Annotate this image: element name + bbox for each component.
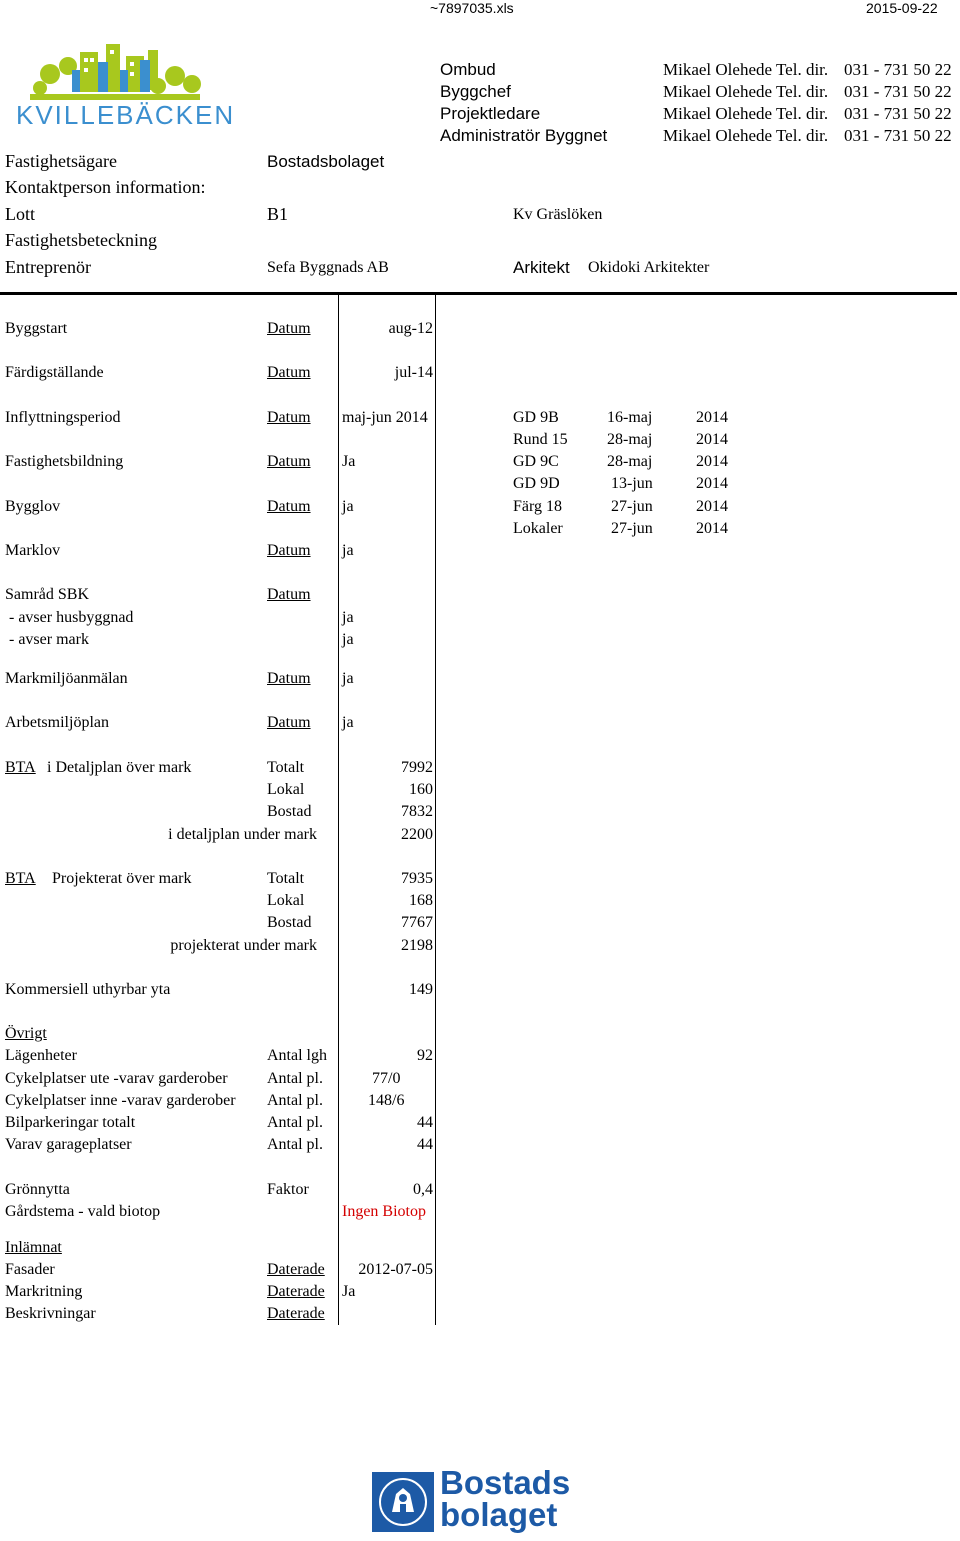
inlamnat-row-label: Fasader xyxy=(5,1261,55,1278)
lot-label: Lott xyxy=(5,204,35,224)
daterade-link: Daterade xyxy=(267,1283,325,1300)
bta-dp-total: 7992 xyxy=(401,759,433,776)
move-year: 2014 xyxy=(696,475,728,492)
bta-dp-under: 2200 xyxy=(401,826,433,843)
contact-name: Mikael Olehede Tel. dir. xyxy=(663,104,829,123)
move-year: 2014 xyxy=(696,498,728,515)
contractor-label: Entreprenör xyxy=(5,257,91,277)
bta-label: BTA xyxy=(5,870,36,887)
daterade-link: Daterade xyxy=(267,1261,325,1278)
marklov-label: Marklov xyxy=(5,542,61,559)
gron-value: 0,4 xyxy=(413,1181,433,1198)
ovrigt-row-unit: Antal pl. xyxy=(267,1070,323,1087)
inlamnat-heading: Inlämnat xyxy=(5,1239,62,1256)
kvillebacken-logo-text: KVILLEBÄCKEN xyxy=(16,100,236,130)
datum-link: Datum xyxy=(267,409,311,426)
move-date: 27-jun xyxy=(611,520,653,537)
move-date: 13-jun xyxy=(611,475,653,492)
markmiljo-value: ja xyxy=(342,670,354,687)
move-date: 27-jun xyxy=(611,498,653,515)
contact-name: Mikael Olehede Tel. dir. xyxy=(663,126,829,145)
contact-phone: 031 - 731 50 22 xyxy=(844,126,952,145)
logo-line1: Bostads xyxy=(440,1464,571,1501)
ovrigt-row-unit: Antal pl. xyxy=(267,1092,323,1109)
contact-role-administrator: Administratör Byggnet xyxy=(440,126,608,145)
contact-role-ombud: Ombud xyxy=(440,60,496,79)
kommersiell-label: Kommersiell uthyrbar yta xyxy=(5,981,171,998)
mark-label: - avser mark xyxy=(5,631,89,648)
move-house: Färg 18 xyxy=(513,498,563,515)
markmiljo-label: Markmiljöanmälan xyxy=(5,670,128,687)
ovrigt-row-label: Cykelplatser inne -varav garderober xyxy=(5,1092,236,1109)
ovrigt-row-unit: Antal lgh xyxy=(267,1047,327,1064)
column-line xyxy=(435,295,436,1325)
architect-label: Arkitekt xyxy=(513,258,570,277)
logo-line2: bolaget xyxy=(440,1496,558,1533)
fastighet-value: Ja xyxy=(342,453,356,470)
move-house: Rund 15 xyxy=(513,431,568,448)
move-year: 2014 xyxy=(696,520,728,537)
gron-label: Grönnytta xyxy=(5,1181,70,1198)
contact-role-byggchef: Byggchef xyxy=(440,82,511,101)
bygglov-value: ja xyxy=(342,498,354,515)
contact-phone: 031 - 731 50 22 xyxy=(844,104,952,123)
gard-label: Gårdstema - vald biotop xyxy=(5,1203,161,1220)
arbetsmiljo-label: Arbetsmiljöplan xyxy=(5,714,109,731)
kvillebacken-logo xyxy=(10,36,236,130)
datum-link: Datum xyxy=(267,542,311,559)
ovrigt-heading: Övrigt xyxy=(5,1025,47,1042)
ovrigt-row-value: 44 xyxy=(417,1114,433,1131)
datum-link: Datum xyxy=(267,364,311,381)
bta-dp-lokal: 160 xyxy=(409,781,433,798)
filename: ~7897035.xls xyxy=(430,0,514,16)
bostadsbolaget-logo xyxy=(372,1464,572,1534)
bygglov-label: Bygglov xyxy=(5,498,61,515)
move-house: Lokaler xyxy=(513,520,563,537)
fardig-value: jul-14 xyxy=(394,364,433,381)
bta-proj-bostad-label: Bostad xyxy=(267,914,312,931)
bta-dp-bostad: 7832 xyxy=(401,803,433,820)
bta-dp-under-label: i detaljplan under mark xyxy=(168,826,317,843)
inlamnat-row-label: Markritning xyxy=(5,1283,83,1300)
byggstart-value: aug-12 xyxy=(388,320,433,337)
inlamnat-row-value: 2012-07-05 xyxy=(358,1261,433,1278)
samrad-label: Samråd SBK xyxy=(5,586,89,603)
bta-proj-lokal: 168 xyxy=(409,892,433,909)
byggstart-label: Byggstart xyxy=(5,320,68,337)
move-date: 28-maj xyxy=(607,431,653,448)
datum-link: Datum xyxy=(267,320,311,337)
move-year: 2014 xyxy=(696,453,728,470)
city-seal-icon xyxy=(372,1472,434,1532)
ovrigt-row-value: 92 xyxy=(417,1047,433,1064)
bta-proj-lokal-label: Lokal xyxy=(267,892,305,909)
datum-link: Datum xyxy=(267,498,311,515)
bta-proj-total-label: Totalt xyxy=(267,870,305,887)
contact-info-label: Kontaktperson information: xyxy=(5,177,206,197)
owner-label: Fastighetsägare xyxy=(5,151,117,171)
bta-proj-bostad: 7767 xyxy=(401,914,433,931)
inflytt-label: Inflyttningsperiod xyxy=(5,409,121,426)
move-date: 16-maj xyxy=(607,409,653,426)
bta-proj-under: 2198 xyxy=(401,937,433,954)
fardig-label: Färdigställande xyxy=(5,364,104,381)
gron-unit: Faktor xyxy=(267,1181,309,1198)
owner-value: Bostadsbolaget xyxy=(267,152,385,171)
ovrigt-row-value: 77/0 xyxy=(372,1070,401,1087)
ovrigt-row-value: 44 xyxy=(417,1136,433,1153)
contact-role-projektledare: Projektledare xyxy=(440,104,541,123)
contractor-value: Sefa Byggnads AB xyxy=(267,259,389,276)
column-line xyxy=(338,295,339,1325)
lot-value: B1 xyxy=(267,204,289,224)
inlamnat-row-value: Ja xyxy=(342,1283,356,1300)
print-date: 2015-09-22 xyxy=(866,0,938,16)
move-house: GD 9C xyxy=(513,453,559,470)
section-divider xyxy=(0,292,957,295)
bta-dp-title: i Detaljplan över mark xyxy=(47,759,192,776)
contact-phone: 031 - 731 50 22 xyxy=(844,82,952,101)
husbyggnad-value: ja xyxy=(342,609,354,626)
datum-link: Datum xyxy=(267,453,311,470)
arbetsmiljo-value: ja xyxy=(342,714,354,731)
inflytt-value: maj-jun 2014 xyxy=(342,409,428,426)
contact-name: Mikael Olehede Tel. dir. xyxy=(663,60,829,79)
inlamnat-row-label: Beskrivningar xyxy=(5,1305,96,1322)
ovrigt-row-label: Lägenheter xyxy=(5,1047,77,1064)
architect-value: Okidoki Arkitekter xyxy=(588,259,710,276)
kommersiell-value: 149 xyxy=(409,981,433,998)
bta-proj-title: Projekterat över mark xyxy=(52,870,192,887)
move-house: GD 9D xyxy=(513,475,560,492)
bta-proj-under-label: projekterat under mark xyxy=(170,937,317,954)
move-date: 28-maj xyxy=(607,453,653,470)
lot-name: Kv Gräslöken xyxy=(513,206,603,223)
fastighet-label: Fastighetsbildning xyxy=(5,453,124,470)
bta-dp-total-label: Totalt xyxy=(267,759,305,776)
datum-link: Datum xyxy=(267,586,311,603)
husbyggnad-label: - avser husbyggnad xyxy=(5,609,134,626)
contact-phone: 031 - 731 50 22 xyxy=(844,60,952,79)
contact-name: Mikael Olehede Tel. dir. xyxy=(663,82,829,101)
ovrigt-row-value: 148/6 xyxy=(368,1092,405,1109)
bta-dp-lokal-label: Lokal xyxy=(267,781,305,798)
ovrigt-row-unit: Antal pl. xyxy=(267,1114,323,1131)
ovrigt-row-label: Varav garageplatser xyxy=(5,1136,132,1153)
ovrigt-row-label: Bilparkeringar totalt xyxy=(5,1114,136,1131)
move-year: 2014 xyxy=(696,409,728,426)
property-label: Fastighetsbeteckning xyxy=(5,230,157,250)
bta-label: BTA xyxy=(5,759,36,776)
daterade-link: Daterade xyxy=(267,1305,325,1322)
bta-proj-total: 7935 xyxy=(401,870,433,887)
datum-link: Datum xyxy=(267,714,311,731)
marklov-value: ja xyxy=(342,542,354,559)
bta-dp-bostad-label: Bostad xyxy=(267,803,312,820)
ovrigt-row-unit: Antal pl. xyxy=(267,1136,323,1153)
move-year: 2014 xyxy=(696,431,728,448)
mark-value: ja xyxy=(342,631,354,648)
datum-link: Datum xyxy=(267,670,311,687)
gard-value: Ingen Biotop xyxy=(342,1203,426,1220)
move-house: GD 9B xyxy=(513,409,559,426)
ovrigt-row-label: Cykelplatser ute -varav garderober xyxy=(5,1070,228,1087)
